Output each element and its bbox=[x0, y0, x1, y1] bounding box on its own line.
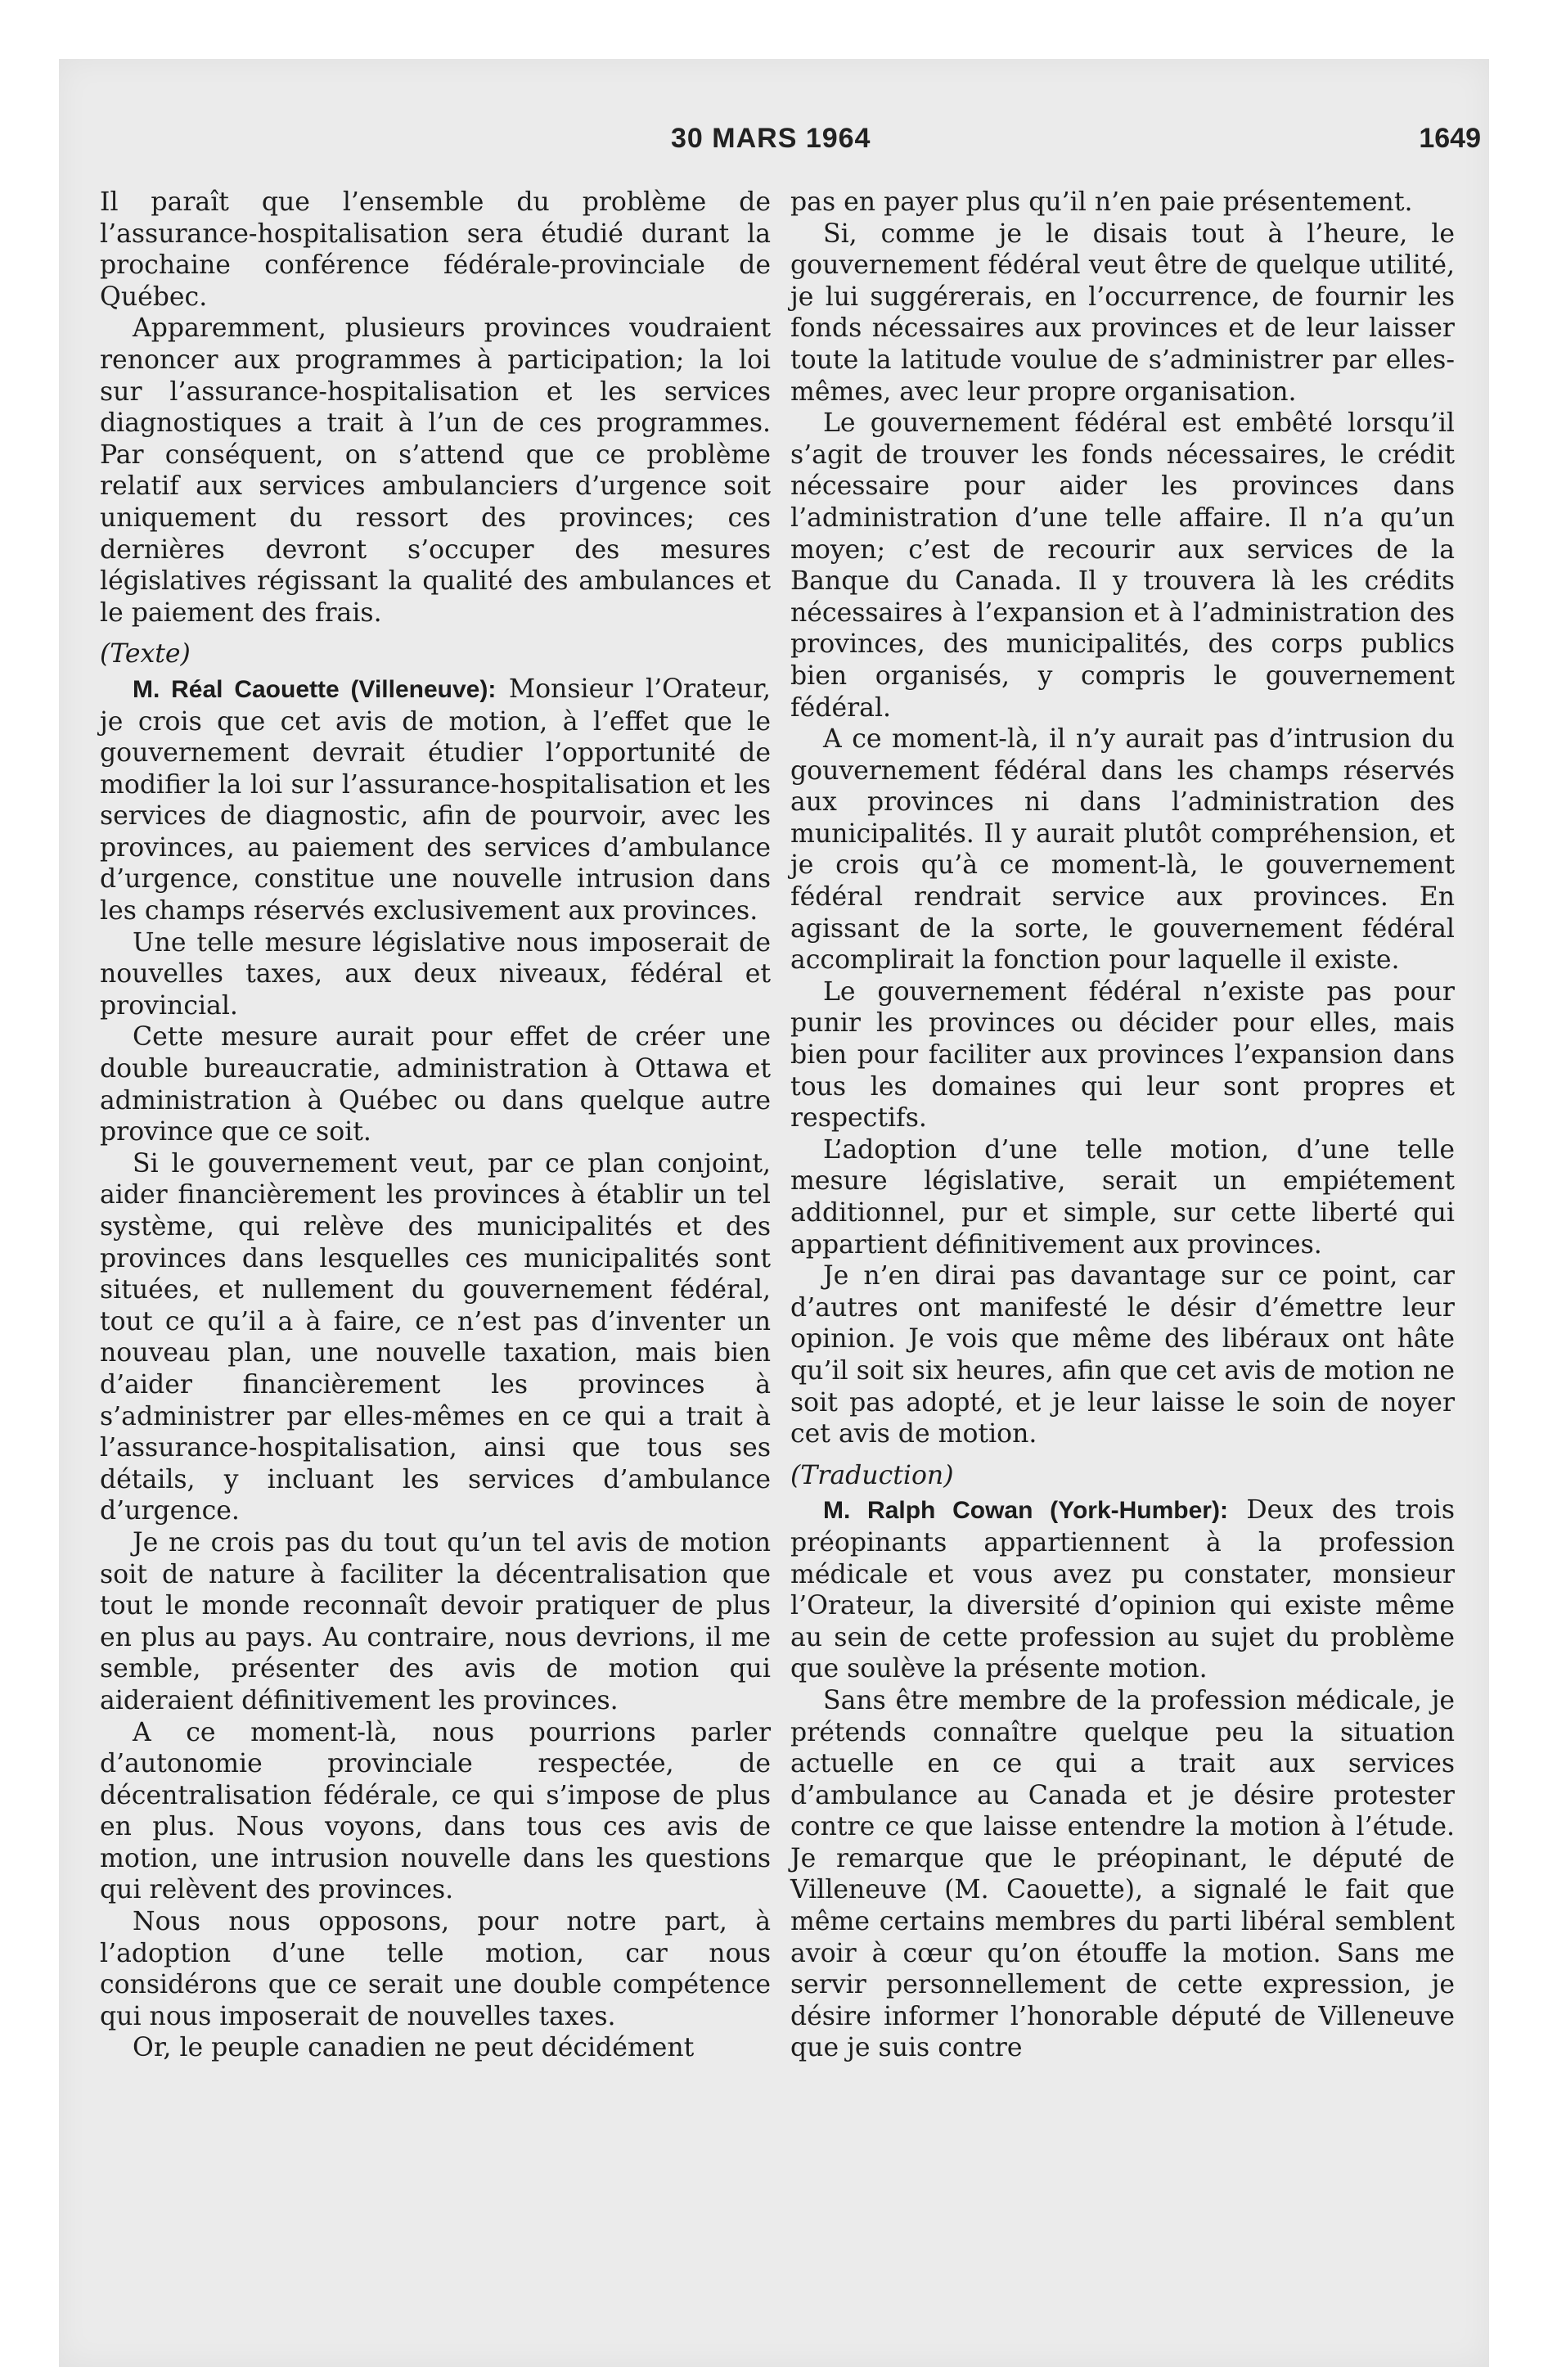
speaker-paragraph bbox=[100, 674, 771, 927]
paragraph: Sans être membre de la profession médicale, je prétends connaître quelque peu la situation actuelle en ce qui a trait aux services d’ambulance au Canada et je désire protester contre ce que laisse entendre la motion à l’étude. Je remarque que le préopinant, le député de Villeneuve (M. Caouette), a signalé le fait que même certains membres du parti libéral semblent avoir à cœur qu’on étouffe la motion. Sans me servir personnellement de cette expression, je désire informer l’honorable député de Villeneuve que je suis contre bbox=[790, 1685, 1455, 2063]
speaker-name-caouette: M. Réal Caouette (Villeneuve): bbox=[133, 675, 497, 703]
paragraph: Je n’en dirai pas davantage sur ce point, car d’autres ont manifesté le désir d’émettre leur opinion. Je vois que même des libéraux ont hâte qu’il soit six heures, afin que cet avis de motion ne soit pas adopté, et je leur laisse le soin de noyer cet avis de motion. bbox=[790, 1261, 1455, 1449]
paragraph: Si, comme je le disais tout à l’heure, le gouvernement fédéral veut être de quelque utilité, je lui suggérerais, en l’occurrence, de fournir les fonds nécessaires aux provinces et de leur laisser toute la latitude voulue de s’administrer par elles-mêmes, avec leur propre organisation. bbox=[790, 219, 1455, 407]
left-column bbox=[100, 187, 771, 2064]
paragraph-text: Deux des trois préopinants appartiennent à la profession médicale et vous avez pu constater, monsieur l’Orateur, la diversité d’opinion qui existe même au sein de cette profession au sujet du problème que soulève la présente motion. bbox=[790, 1495, 1456, 1684]
paragraph: Cette mesure aurait pour effet de créer une double bureaucratie, administration à Ottawa et administration à Québec ou dans quelque autre province que ce soit. bbox=[100, 1022, 771, 1147]
paragraph: A ce moment-là, il n’y aurait pas d’intrusion du gouvernement fédéral dans les champs réservés aux provinces ni dans l’administration des municipalités. Il y aurait plutôt compréhension, et je crois qu’à ce moment-là, le gouvernement fédéral rendrait service aux provinces. En agissant de la sorte, le gouvernement fédéral accomplirait la fonction pour laquelle il existe. bbox=[790, 724, 1455, 976]
paragraph: Si le gouvernement veut, par ce plan conjoint, aider financièrement les provinces à établir un tel système, qui relève des municipalités et des provinces dans lesquelles ces municipalités sont situées, et nullement du gouvernement fédéral, tout ce qu’il a à faire, ce n’est pas d’inventer un nouveau plan, une nouvelle taxation, mais bien d’aider financièrement les provinces à s’administrer par elles-mêmes en ce qui a trait à l’assurance-hospitalisation, ainsi que tous ses détails, y incluant les services d’ambulance d’urgence. bbox=[100, 1148, 771, 1526]
header-date: 30 MARS 1964 bbox=[671, 123, 871, 154]
language-marker-traduction: (Traduction) bbox=[790, 1460, 954, 1490]
paragraph: Je ne crois pas du tout qu’un tel avis de motion soit de nature à faciliter la décentralisation que tout le monde reconnaît devoir pratiquer de plus en plus au pays. Au contraire, nous devrions, il me semble, présenter des avis de motion qui aideraient définitivement les provinces. bbox=[100, 1527, 771, 1715]
paragraph: Or, le peuple canadien ne peut décidément bbox=[133, 2033, 695, 2063]
paragraph: A ce moment-là, nous pourrions parler d’autonomie provinciale respectée, de décentralisation fédérale, ce qui s’impose de plus en plus. Nous voyons, dans tous ces avis de motion, une intrusion nouvelle dans les questions qui relèvent des provinces. bbox=[100, 1717, 771, 1905]
paragraph: Apparemment, plusieurs provinces voudraient renoncer aux programmes à participation; la loi sur l’assurance-hospitalisation et les services diagnostiques a trait à l’un de ces programmes. Par conséquent, on s’attend que ce problème relatif aux services ambulanciers d’urgence soit uniquement du ressort des provinces; ces dernières devront s’occuper des mesures législatives régissant la qualité des ambulances et le paiement des frais. bbox=[100, 313, 771, 628]
paragraph: Le gouvernement fédéral est embêté lorsqu’il s’agit de trouver les fonds nécessaires, le crédit nécessaire pour aider les provinces dans l’administration d’une telle affaire. Il n’a qu’un moyen; c’est de recourir aux services de la Banque du Canada. Il y trouvera là les crédits nécessaires à l’expansion et à l’administration des provinces, des municipalités, des corps publics bien organisés, y compris le gouvernement fédéral. bbox=[790, 408, 1455, 723]
right-column bbox=[790, 187, 1455, 2064]
paragraph: pas en payer plus qu’il n’en paie présentement. bbox=[790, 187, 1413, 217]
speaker-paragraph bbox=[790, 1494, 1455, 1685]
paragraph: Le gouvernement fédéral n’existe pas pour punir les provinces ou décider pour elles, mais bien pour faciliter aux provinces l’expansion dans tous les domaines qui leur sont propres et respectifs. bbox=[790, 976, 1455, 1134]
speaker-name-cowan: M. Ralph Cowan (York-Humber): bbox=[823, 1497, 1228, 1525]
language-marker-texte: (Texte) bbox=[100, 639, 191, 669]
paragraph-text: Monsieur l’Orateur, je crois que cet avis de motion, à l’effet que le gouvernement devrait étudier l’opportunité de modifier la loi sur l’assurance-hospitalisation et les services de diagnostic, afin de pourvoir, avec les provinces, au paiement des services d’ambulance d’urgence, constitue une nouvelle intrusion dans les champs réservés exclusivement aux provinces. bbox=[100, 674, 771, 926]
paragraph: L’adoption d’une telle motion, d’une telle mesure législative, serait un empiétement additionnel, pur et simple, sur cette liberté qui appartient définitivement aux provinces. bbox=[790, 1134, 1455, 1260]
paragraph: Nous nous opposons, pour notre part, à l’adoption d’une telle motion, car nous considérons que ce serait une double compétence qui nous imposerait de nouvelles taxes. bbox=[100, 1907, 771, 2031]
page-header bbox=[0, 123, 1548, 164]
header-page-number: 1649 bbox=[1419, 123, 1481, 154]
paragraph: Il paraît que l’ensemble du problème de l’assurance-hospitalisation sera étudié durant la prochaine conférence fédérale-provinciale de Québec. bbox=[100, 187, 771, 312]
paragraph: Une telle mesure législative nous imposerait de nouvelles taxes, aux deux niveaux, fédéral et provincial. bbox=[100, 927, 771, 1021]
